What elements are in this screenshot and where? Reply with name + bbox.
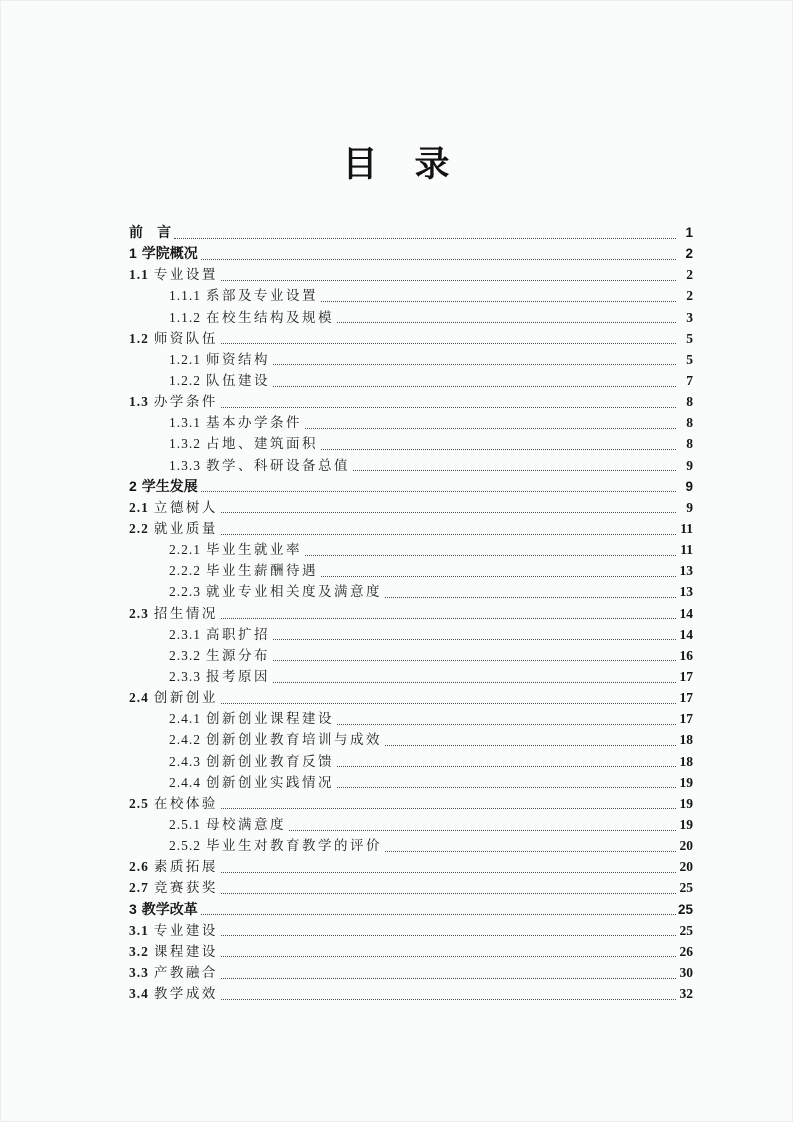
leader-dots [273, 364, 676, 365]
toc-entry[interactable] [129, 560, 693, 581]
toc-entry-number: 1.3.1 [169, 415, 201, 431]
toc-entry-number: 2.6 [129, 859, 149, 875]
toc-entry[interactable] [129, 222, 693, 243]
toc-entry-number: 2.3.3 [169, 668, 201, 684]
toc-entry-text: 课程建设 [153, 943, 218, 959]
toc-entry-text: 创新创业教育反馈 [206, 753, 334, 769]
toc-entry-text: 创新创业课程建设 [206, 711, 334, 727]
page-number: 9 [686, 499, 693, 515]
toc-entry-number: 1.2 [129, 330, 149, 346]
toc-entry-number: 2 [129, 477, 137, 494]
leader-dots [221, 999, 676, 1000]
page-number: 25 [679, 880, 693, 896]
page-number: 9 [686, 457, 693, 473]
toc-entry-label [129, 856, 218, 877]
toc-entry-number: 2.4.3 [169, 753, 201, 769]
leader-dots [305, 555, 676, 556]
toc-entry-text: 在校体验 [153, 795, 218, 811]
page-number: 14 [679, 605, 693, 621]
toc-entry-label [169, 455, 350, 476]
toc-entry-label [169, 835, 382, 856]
toc-entry-label [169, 751, 334, 772]
toc-entry[interactable] [129, 983, 693, 1004]
toc-entry[interactable] [129, 856, 693, 877]
leader-dots [221, 893, 676, 894]
toc-entry-number: 1.3.2 [169, 436, 201, 452]
toc-entry[interactable] [129, 814, 693, 835]
toc-entry-text: 在校生结构及规模 [206, 309, 334, 325]
toc-entry-number: 2.4.2 [169, 732, 201, 748]
toc-entry-number: 1.1.2 [169, 309, 201, 325]
leader-dots [221, 512, 676, 513]
toc-entry-number: 3.2 [129, 943, 149, 959]
leader-dots [221, 808, 676, 809]
toc-entry-number: 1 [129, 245, 137, 262]
toc-entry-number: 2.3 [129, 605, 149, 621]
toc-entry-number: 2.7 [129, 880, 149, 896]
leader-dots [273, 386, 676, 387]
toc-entry-label [129, 243, 198, 264]
leader-dots [385, 745, 676, 746]
page-number: 13 [679, 584, 693, 600]
toc-entry-number: 1.3 [129, 394, 149, 410]
toc-entry-number: 2.2.1 [169, 542, 201, 558]
toc-entry-text: 素质拓展 [153, 859, 218, 875]
toc-entry-label [169, 729, 382, 750]
toc-entry-label [129, 983, 218, 1004]
page-number: 17 [679, 690, 693, 706]
toc-entry-label [129, 899, 198, 920]
toc-entry[interactable] [129, 751, 693, 772]
page-number: 19 [679, 774, 693, 790]
toc-entry-number: 1.1 [129, 267, 149, 283]
toc-entry[interactable] [129, 539, 693, 560]
toc-entry-number: 2.4.4 [169, 774, 201, 790]
toc-entry-text: 毕业生薪酬待遇 [206, 563, 318, 579]
leader-dots [201, 491, 676, 492]
page-number: 17 [679, 711, 693, 727]
toc-entry[interactable] [129, 285, 693, 306]
toc-entry-number: 3 [129, 900, 137, 917]
toc-entry-number: 2.5.2 [169, 838, 201, 854]
page-number: 5 [686, 351, 693, 367]
toc-entry-text: 毕业生就业率 [206, 542, 302, 558]
toc-entry-text: 产教融合 [153, 964, 218, 980]
toc-entry-number: 1.1.1 [169, 288, 201, 304]
page-number: 11 [680, 520, 693, 536]
toc-entry-text: 创新创业实践情况 [206, 774, 334, 790]
toc-entry-number: 2.3.1 [169, 626, 201, 642]
leader-dots [221, 978, 676, 979]
page-number: 3 [686, 309, 693, 325]
toc-entry-text: 师资结构 [206, 351, 270, 367]
toc-entry-label [129, 941, 218, 962]
leader-dots [289, 830, 676, 831]
toc-entry-label [169, 814, 286, 835]
toc-entry-text: 就业质量 [153, 520, 218, 536]
toc-entry[interactable] [129, 307, 693, 328]
toc-entry-number: 2.2.2 [169, 563, 201, 579]
page-number: 9 [685, 478, 693, 494]
toc-entry-text: 教学成效 [153, 986, 218, 1002]
page-number: 16 [679, 647, 693, 663]
leader-dots [221, 534, 676, 535]
toc-entry[interactable] [129, 793, 693, 814]
leader-dots [221, 407, 676, 408]
toc-list [129, 222, 693, 1004]
toc-entry[interactable] [129, 370, 693, 391]
toc-entry[interactable] [129, 941, 693, 962]
toc-entry-text: 就业专业相关度及满意度 [206, 584, 382, 600]
toc-entry-text: 基本办学条件 [206, 415, 302, 431]
toc-entry[interactable] [129, 433, 693, 454]
toc-entry-label [129, 687, 218, 708]
leader-dots [201, 914, 676, 915]
toc-entry-label [169, 307, 334, 328]
leader-dots [385, 597, 676, 598]
page-number: 19 [679, 795, 693, 811]
page-title: 目 录 [342, 145, 451, 184]
toc-entry-text: 创新创业 [153, 690, 218, 706]
leader-dots [221, 956, 676, 957]
toc-entry-label [169, 772, 334, 793]
page-number: 8 [686, 415, 693, 431]
toc-entry-text: 专业设置 [153, 267, 218, 283]
toc-entry-number: 3.4 [129, 986, 149, 1002]
toc-entry-text: 教学改革 [141, 900, 198, 917]
toc-entry-number: 1.2.2 [169, 372, 201, 388]
page-number: 25 [679, 922, 693, 938]
page-number: 26 [679, 943, 693, 959]
toc-entry-number: 3.1 [129, 922, 149, 938]
toc-entry-text: 生源分布 [206, 647, 270, 663]
leader-dots [337, 766, 676, 767]
toc-entry-label [129, 877, 218, 898]
toc-entry[interactable] [129, 603, 693, 624]
toc-entry-number: 2.3.2 [169, 647, 201, 663]
toc-entry-number: 2.5 [129, 795, 149, 811]
toc-entry-text: 高职扩招 [206, 626, 270, 642]
page-number: 8 [686, 436, 693, 452]
toc-entry[interactable] [129, 645, 693, 666]
page-number: 18 [679, 732, 693, 748]
toc-entry-label [129, 476, 198, 497]
toc-entry-text: 竞赛获奖 [153, 880, 218, 896]
toc-entry[interactable] [129, 687, 693, 708]
toc-entry[interactable] [129, 666, 693, 687]
toc-entry-label [129, 518, 218, 539]
toc-entry-label [169, 412, 302, 433]
page-number: 2 [686, 288, 693, 304]
toc-entry-text: 立德树人 [153, 499, 218, 515]
leader-dots [273, 639, 676, 640]
page-number: 20 [679, 859, 693, 875]
toc-entry-number: 1.3.3 [169, 457, 201, 473]
leader-dots [221, 935, 676, 936]
toc-entry-label [129, 793, 218, 814]
page-number: 5 [686, 330, 693, 346]
toc-entry-label [129, 962, 218, 983]
toc-entry-label [169, 645, 270, 666]
toc-entry-label [169, 349, 270, 370]
toc-entry-text: 创新创业教育培训与成效 [206, 732, 382, 748]
toc-entry-label [169, 539, 302, 560]
toc-entry-number: 2.4 [129, 690, 149, 706]
toc-entry-number: 3.3 [129, 964, 149, 980]
toc-entry-text: 教学、科研设备总值 [206, 457, 350, 473]
page-number: 18 [679, 753, 693, 769]
toc-entry[interactable] [129, 243, 693, 264]
toc-entry-label [129, 497, 218, 518]
page-number: 20 [679, 838, 693, 854]
toc-entry-label [169, 666, 270, 687]
leader-dots [337, 787, 676, 788]
leader-dots [385, 851, 676, 852]
toc-entry-label [129, 920, 218, 941]
toc-entry[interactable] [129, 962, 693, 983]
toc-entry-number: 2.5.1 [169, 816, 201, 832]
page-number: 17 [679, 668, 693, 684]
toc-entry-text: 队伍建设 [206, 372, 270, 388]
toc-entry[interactable] [129, 581, 693, 602]
toc-entry-label [129, 264, 218, 285]
toc-entry-label [169, 285, 318, 306]
toc-entry[interactable] [129, 729, 693, 750]
toc-entry-label [169, 433, 318, 454]
leader-dots [273, 682, 676, 683]
leader-dots [321, 301, 676, 302]
toc-entry-label [169, 370, 270, 391]
toc-entry-text: 前 言 [129, 224, 171, 240]
toc-entry[interactable] [129, 349, 693, 370]
toc-entry[interactable] [129, 264, 693, 285]
toc-entry-label [169, 560, 318, 581]
page-number: 7 [686, 372, 693, 388]
toc-entry-label [169, 624, 270, 645]
page-number: 30 [679, 964, 693, 980]
page-number: 14 [679, 626, 693, 642]
toc-entry-number: 2.2.3 [169, 584, 201, 600]
leader-dots [353, 470, 676, 471]
toc-entry[interactable] [129, 412, 693, 433]
page-number: 8 [686, 394, 693, 410]
toc-entry[interactable] [129, 391, 693, 412]
leader-dots [221, 618, 676, 619]
toc-entry-text: 专业建设 [153, 922, 218, 938]
toc-entry-text: 报考原因 [206, 668, 270, 684]
toc-entry-text: 系部及专业设置 [206, 288, 318, 304]
leader-dots [221, 280, 676, 281]
page-number: 2 [685, 246, 693, 262]
leader-dots [337, 322, 676, 323]
leader-dots [321, 449, 676, 450]
page-number: 1 [685, 225, 693, 240]
toc-entry[interactable] [129, 497, 693, 518]
leader-dots [201, 259, 676, 260]
toc-entry-label [169, 581, 382, 602]
toc-entry[interactable] [129, 476, 693, 497]
toc-entry[interactable] [129, 518, 693, 539]
page-number: 11 [680, 542, 693, 558]
toc-entry-text: 招生情况 [153, 605, 218, 621]
leader-dots [305, 428, 676, 429]
leader-dots [273, 660, 676, 661]
toc-entry-text: 办学条件 [153, 394, 218, 410]
page-number: 2 [686, 267, 693, 283]
toc-entry[interactable] [129, 835, 693, 856]
leader-dots [321, 576, 676, 577]
toc-entry-text: 学生发展 [141, 477, 198, 494]
page-number: 19 [679, 816, 693, 832]
leader-dots [337, 724, 676, 725]
page-number: 25 [677, 901, 693, 917]
toc-entry-number: 2.4.1 [169, 711, 201, 727]
toc-entry[interactable] [129, 624, 693, 645]
leader-dots [221, 703, 676, 704]
toc-entry-number: 2.2 [129, 520, 149, 536]
page-number: 32 [679, 986, 693, 1002]
leader-dots [174, 238, 676, 239]
toc-entry-text: 师资队伍 [153, 330, 218, 346]
toc-entry-number: 2.1 [129, 499, 149, 515]
toc-entry-number: 1.2.1 [169, 351, 201, 367]
toc-entry-label [169, 708, 334, 729]
toc-entry[interactable] [129, 708, 693, 729]
toc-entry[interactable] [129, 328, 693, 349]
toc-entry-text: 学院概况 [141, 245, 198, 262]
leader-dots [221, 872, 676, 873]
toc-entry-text: 母校满意度 [206, 816, 286, 832]
toc-entry[interactable] [129, 899, 693, 920]
toc-entry[interactable] [129, 772, 693, 793]
leader-dots [221, 343, 676, 344]
toc-entry-label [129, 328, 218, 349]
toc-entry-label [129, 603, 218, 624]
toc-entry-label [129, 222, 171, 243]
toc-entry[interactable] [129, 877, 693, 898]
toc-entry-label [129, 391, 218, 412]
page-number: 13 [679, 563, 693, 579]
toc-entry-text: 毕业生对教育教学的评价 [206, 838, 382, 854]
toc-entry[interactable] [129, 920, 693, 941]
toc-entry[interactable] [129, 455, 693, 476]
toc-entry-text: 占地、建筑面积 [206, 436, 318, 452]
